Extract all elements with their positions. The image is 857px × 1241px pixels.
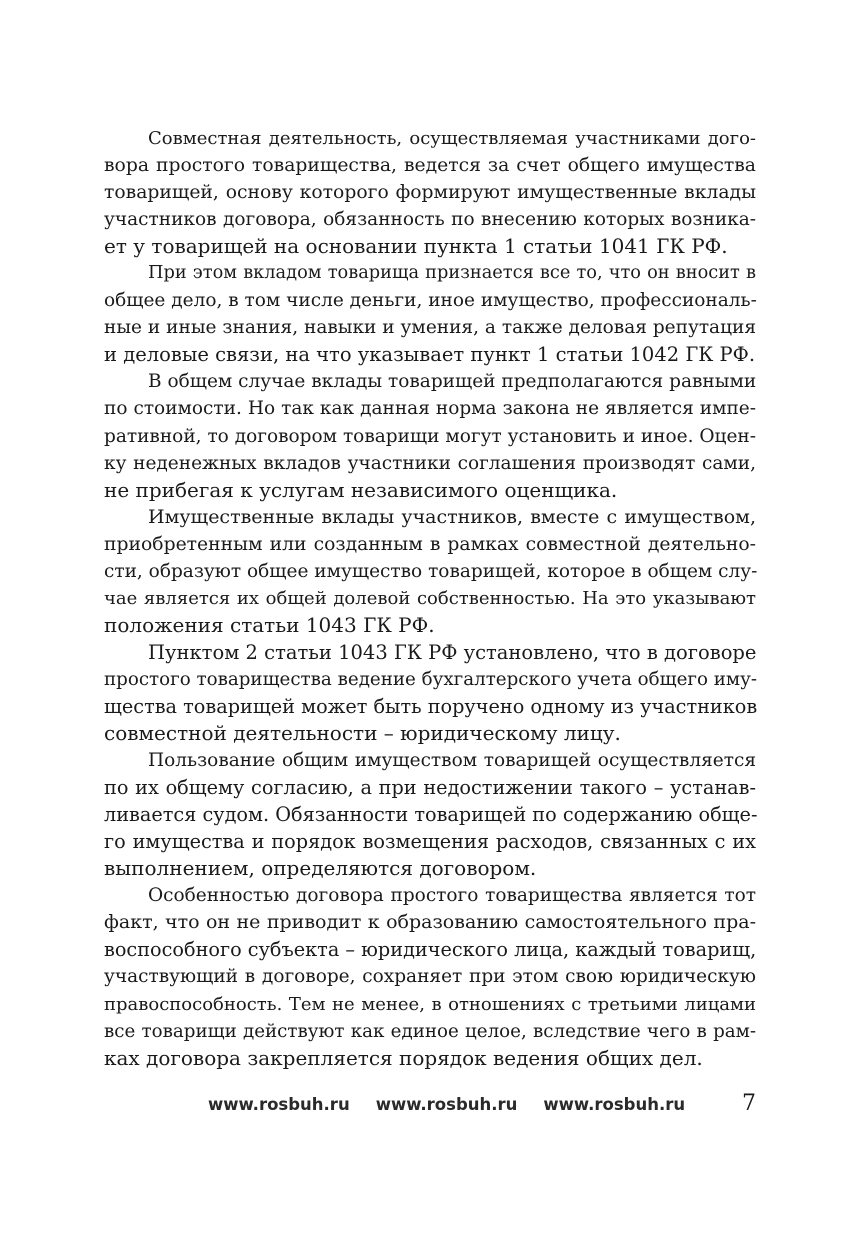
text-line: ные и иные знания, навыки и умения, а также деловая репутация [104, 317, 756, 339]
text-line: товарищей, основу которого формируют имущественные вклады [104, 182, 756, 204]
footer-link[interactable]: www.rosbuh.ru [375, 1095, 518, 1114]
text-line: воспособного субъекта – юридического лица, каждый товарищ, [104, 938, 757, 962]
text-line: ку неденежных вкладов участники соглашения производят сами, [104, 452, 756, 474]
text-line: совместной деятельности – юридическому лицу. [104, 721, 621, 746]
paragraph [104, 747, 756, 882]
text-line: В общем случае вклады товарищей предполагаются равными [148, 371, 757, 393]
paragraph [104, 504, 756, 639]
paragraph [104, 368, 756, 503]
text-line: Пользование общим имуществом товарищей осуществляется [148, 750, 756, 772]
text-line: сти, образуют общее имущество товарищей, которое в общем слу- [104, 560, 758, 582]
text-line: факт, что он не приводит к образованию самостоятельного пра- [104, 911, 756, 934]
text-line: не прибегая к услугам независимого оценщика. [104, 477, 618, 502]
text-line: Особенностью договора простого товарищества является тот [148, 885, 756, 907]
page-number: 7 [742, 1091, 756, 1116]
text-line: Имущественные вклады участников, вместе с имуществом, [148, 505, 756, 528]
text-line: простого товарищества ведение бухгалтерского учета общего иму- [104, 668, 757, 690]
text-line: выполнением, определяются договором. [104, 856, 537, 881]
text-line: ливается судом. Обязанности товарищей по содержанию обще- [104, 803, 758, 827]
text-line: вора простого товарищества, ведется за счет общего имущества [104, 155, 756, 177]
text-line: щества товарищей может быть поручено одному из участников [104, 694, 758, 718]
text-line: по стоимости. Но так как данная норма закона не является импе- [104, 398, 756, 420]
text-line: ках договора закрепляется порядок ведения общих дел. [104, 1045, 703, 1070]
text-line: и деловые связи, на что указывает пункт 1 статьи 1042 ГК РФ. [104, 343, 756, 367]
footer-links [208, 1094, 685, 1116]
text-line: ративной, то договором товарищи могут установить и иное. Оцен- [104, 425, 756, 447]
text-line: ет у товарищей на основании пункта 1 статьи 1041 ГК РФ. [104, 234, 728, 259]
paragraph [104, 639, 756, 747]
text-line: го имущества и порядок возмещения расходов, связанных с их [104, 830, 756, 854]
text-line: приобретенным или созданным в рамках совместной деятельно- [104, 533, 756, 555]
paragraph [104, 882, 756, 1071]
text-line: участвующий в договоре, сохраняет при этом свою юридическую [104, 966, 756, 988]
text-line: чае является их общей долевой собственностью. На это указывают [104, 587, 756, 609]
page-footer [0, 1091, 857, 1120]
paragraph [104, 125, 756, 260]
text-line: по их общему согласию, а при недостижении такого – устанав- [104, 776, 756, 800]
body-text [104, 125, 756, 1072]
footer-link[interactable]: www.rosbuh.ru [543, 1095, 686, 1114]
text-line: общее дело, в том числе деньги, иное имущество, профессиональ- [104, 290, 757, 312]
text-line: Совместная деятельность, осуществляемая участниками дого- [148, 128, 756, 149]
text-line: все товарищи действуют как единое целое, вследствие чего в рам- [104, 1020, 756, 1042]
text-line: Пунктом 2 статьи 1043 ГК РФ установлено, что в договоре [148, 640, 757, 664]
footer-link[interactable]: www.rosbuh.ru [208, 1095, 350, 1114]
text-line: При этом вкладом товарища признается все то, что он вносит в [148, 263, 756, 284]
text-line: положения статьи 1043 ГК РФ. [104, 612, 435, 637]
text-line: участников договора, обязанность по внесению которых возника- [104, 209, 756, 231]
text-line: правоспособность. Тем не менее, в отношениях с третьими лицами [104, 993, 756, 1015]
paragraph [104, 260, 756, 368]
